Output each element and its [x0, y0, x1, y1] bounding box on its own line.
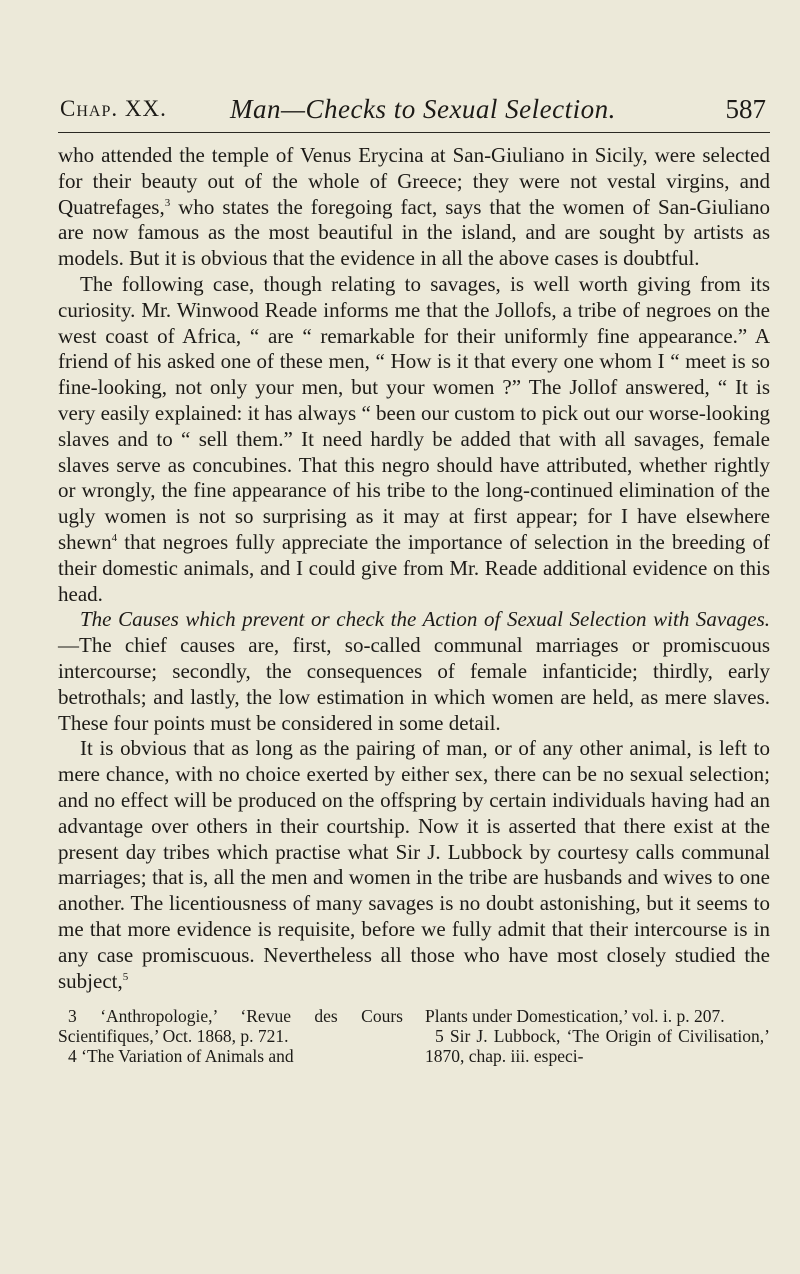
footnotes-left-column [58, 1006, 403, 1066]
page-number: 587 [725, 94, 766, 124]
footnote-4: 4 ‘The Variation of Animals and [68, 1046, 294, 1067]
footnote-4-continued: Plants under Domestication,’ vol. i. p. 207. [425, 1006, 725, 1027]
chapter-label: Chap. XX. [60, 96, 167, 121]
running-title: Man—Checks to Sexual Selection. [230, 94, 616, 124]
footnotes [58, 1006, 770, 1066]
footnote-ref-5: 5 [122, 970, 129, 983]
footnote-ref-4: 4 [111, 531, 118, 544]
footnote-ref-3: 3 [164, 196, 171, 209]
paragraph-1-rest: who states the foregoing fact, says that the women of San-Giuliano are now famous as the most beautiful in the island, and are sought by artists as models. But it is obvious that the evidence in all the above cases is doubtful. [58, 194, 770, 271]
paragraph-1-text: who attended the temple of Venus Erycina at San-Giuliano in Sicily, were selected for their beauty out of the whole of Greece; they were not vestal virgins, and Quatrefages, [58, 143, 770, 219]
paragraph-3-text: —The chief causes are, first, so-called communal marriages or promiscuous intercourse; secondly, the consequences of female infanticide; thirdly, early betrothals; and lastly, the low estimation in which women are held, as mere slaves. These four points must be considered in some detail. [58, 633, 770, 735]
paragraph-3 [58, 607, 770, 736]
paragraph-1 [58, 143, 770, 272]
footnotes-right-column [425, 1006, 770, 1066]
paragraph-2 [58, 272, 770, 607]
footnote-5: 5 Sir J. Lubbock, ‘The Origin of Civilisation,’ 1870, chap. iii. especi- [425, 1026, 770, 1067]
body-text [58, 143, 770, 994]
book-page [58, 86, 770, 1066]
section-heading: The Causes which prevent or check the Action of Sexual Selection with Savages. [80, 607, 770, 632]
footnote-3: 3 ‘Anthropologie,’ ‘Revue des Cours Scientifiques,’ Oct. 1868, p. 721. [58, 1006, 403, 1047]
paragraph-4 [58, 736, 770, 994]
paragraph-2-text: The following case, though relating to savages, is well worth giving from its curiosity. Mr. Winwood Reade informs me that the Jollofs, a tribe of negroes on the west coast of Africa, “ are “ remarkable for their uniformly fine appearance.” A friend of his asked one of these men, “ How is it that every one whom I “ meet is so fine-looking, not only your men, but your women ?” The Jollof answered, “ It is very easily explained: it has always “ been our custom to pick out our worse-looking slaves and to “ sell them.” It need hardly be added that with all savages, female slaves serve as concubines. That this negro should have attributed, whether rightly or wrongly, the fine appearance of his tribe to the long-continued elimination of the ugly women is not so surprising as it may at first appear; for I have elsewhere shewn [58, 271, 770, 554]
paragraph-2-rest: that negroes fully appreciate the importance of selection in the breeding of their domestic animals, and I could give from Mr. Reade additional evidence on this head. [58, 529, 770, 606]
running-header [58, 86, 770, 133]
paragraph-4-text: It is obvious that as long as the pairing of man, or of any other animal, is left to mere chance, with no choice exerted by either sex, there can be no sexual selection; and no effect will be produced on the offspring by certain individuals having had an advantage over others in their courtship. Now it is asserted that there exist at the present day tribes which practise what Sir J. Lubbock by courtesy calls communal marriages; that is, all the men and women in the tribe are husbands and wives to one another. The licentiousness of many savages is no doubt astonishing, but it seems to me that more evidence is requisite, before we fully admit that their intercourse is in any case promiscuous. Nevertheless all those who have most closely studied the subject, [58, 736, 770, 993]
